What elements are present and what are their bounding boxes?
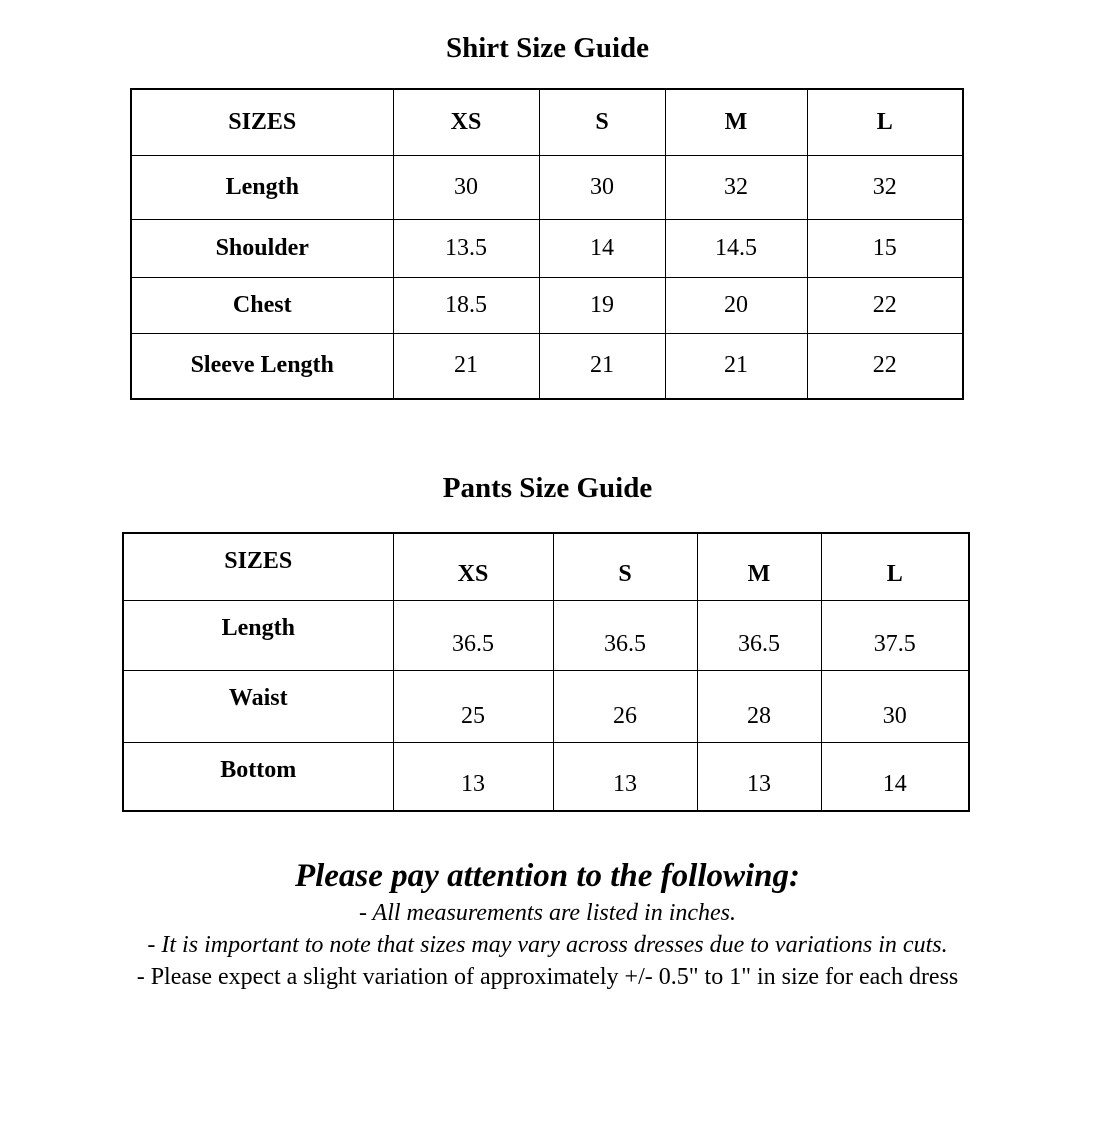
note-line-tolerance: - Please expect a slight variation of approximately +/- 0.5" to 1" in size for each dress <box>136 964 959 990</box>
table-cell: 15 <box>807 219 963 277</box>
row-label: Chest <box>131 277 393 333</box>
row-label: Sleeve Length <box>131 333 393 399</box>
table-cell: 14 <box>539 219 665 277</box>
table-cell: 30 <box>821 670 969 742</box>
table-row <box>131 155 963 219</box>
row-label: Waist <box>123 670 393 742</box>
table-cell: 19 <box>539 277 665 333</box>
table-row <box>123 742 969 811</box>
table-cell: 28 <box>697 670 821 742</box>
table-cell: 22 <box>807 333 963 399</box>
table-cell: 13 <box>553 742 697 811</box>
table-cell: 14 <box>821 742 969 811</box>
row-label: Length <box>123 600 393 670</box>
row-label: Length <box>131 155 393 219</box>
shirt-size-table <box>130 88 964 400</box>
header-cell-s: S <box>539 89 665 155</box>
header-cell-m: M <box>697 533 821 600</box>
table-cell: 36.5 <box>553 600 697 670</box>
table-header-row <box>131 89 963 155</box>
table-cell: 21 <box>539 333 665 399</box>
header-cell-l: L <box>807 89 963 155</box>
row-label: Bottom <box>123 742 393 811</box>
table-cell: 20 <box>665 277 807 333</box>
note-line-measurements: - All measurements are listed in inches. <box>358 900 737 926</box>
table-cell: 13 <box>393 742 553 811</box>
header-cell-xs: XS <box>393 89 539 155</box>
header-cell-sizes: SIZES <box>123 533 393 600</box>
table-cell: 32 <box>665 155 807 219</box>
table-header-row <box>123 533 969 600</box>
table-row <box>123 670 969 742</box>
table-cell: 26 <box>553 670 697 742</box>
pants-size-table <box>122 532 970 812</box>
table-row <box>123 600 969 670</box>
table-cell: 36.5 <box>393 600 553 670</box>
header-cell-l: L <box>821 533 969 600</box>
table-row <box>131 277 963 333</box>
table-cell: 18.5 <box>393 277 539 333</box>
header-cell-sizes: SIZES <box>131 89 393 155</box>
table-cell: 37.5 <box>821 600 969 670</box>
table-cell: 21 <box>393 333 539 399</box>
shirt-size-guide-title: Shirt Size Guide <box>445 32 649 64</box>
table-cell: 36.5 <box>697 600 821 670</box>
table-cell: 30 <box>539 155 665 219</box>
notes-section <box>0 855 1095 993</box>
row-label: Shoulder <box>131 219 393 277</box>
table-cell: 30 <box>393 155 539 219</box>
table-cell: 22 <box>807 277 963 333</box>
note-line-variation: - It is important to note that sizes may vary across dresses due to variations in cuts. <box>147 932 948 958</box>
notes-heading: Please pay attention to the following: <box>294 858 801 894</box>
table-cell: 14.5 <box>665 219 807 277</box>
table-cell: 21 <box>665 333 807 399</box>
header-cell-xs: XS <box>393 533 553 600</box>
table-cell: 13 <box>697 742 821 811</box>
table-cell: 25 <box>393 670 553 742</box>
table-row <box>131 219 963 277</box>
header-cell-m: M <box>665 89 807 155</box>
pants-size-guide-title: Pants Size Guide <box>442 472 653 504</box>
table-row <box>131 333 963 399</box>
table-cell: 13.5 <box>393 219 539 277</box>
header-cell-s: S <box>553 533 697 600</box>
table-cell: 32 <box>807 155 963 219</box>
